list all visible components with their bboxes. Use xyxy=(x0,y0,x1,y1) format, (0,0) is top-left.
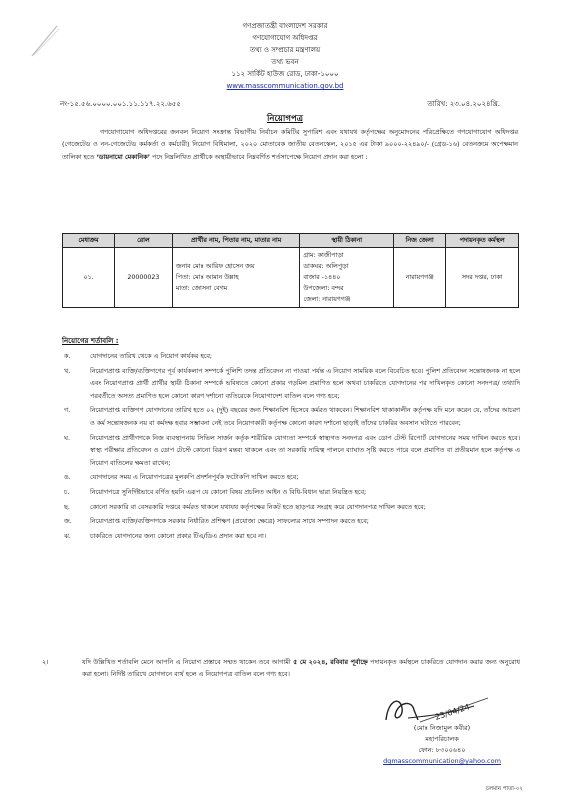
list-item xyxy=(62,515,520,528)
condition-text: যোগদানের সময় এ নিয়োগপত্রের মূলকপি প্রদর্শনপূর্বক ফটোকপি দাখিল করতে হবে; xyxy=(90,473,299,482)
signature-date: 23/04/24 xyxy=(433,702,471,722)
intro-paragraph xyxy=(62,126,518,163)
cell-merit: ০১. xyxy=(63,248,115,308)
header-workplace: পদায়নকৃত কর্মস্থল xyxy=(446,234,519,248)
appointment-table xyxy=(62,233,519,308)
condition-marker: জ. xyxy=(64,517,72,526)
table-row xyxy=(63,248,519,308)
list-item xyxy=(62,404,520,429)
condition-text: যোগদানের তারিখ থেকে এ নিয়োগ কার্যকর হবে; xyxy=(90,352,213,360)
list-item xyxy=(62,432,520,470)
post-name: ‘ডায়নামো মেকানিক’ xyxy=(96,152,150,161)
conditions-list xyxy=(62,350,520,544)
header-district: নিজ জেলা xyxy=(394,234,446,248)
header-merit: মেধাক্রম xyxy=(63,234,115,248)
memo-number: নং-১৫.৫৬.০০০০.০০১.১১.১১৭.২২.৬৫৫ xyxy=(60,100,181,108)
condition-text: কোনো সরকারি বা বেসরকারি দপ্তরে কর্মরত থাকলে যথাযথ কর্তৃপক্ষের নিকট হতে ছাড়পত্র সংগ্রহ করে যোগদানপত্র দাখিল করতে হবে; xyxy=(90,502,426,511)
intro-text-end: পদে নিম্নলিখিত প্রার্থীকে অস্থায়ীভাবে নিম্নবর্ণিত শর্তসাপেক্ষে নিয়োগ প্রদান করা হলো : xyxy=(152,152,368,161)
list-item xyxy=(62,486,520,499)
cell-roll: 20000023 xyxy=(114,248,172,308)
cell-district: নারায়ণগঞ্জ xyxy=(394,248,446,308)
list-item xyxy=(62,501,520,514)
list-item xyxy=(62,365,520,403)
signatory-email[interactable]: dgmasscommunication@yahoo.com xyxy=(383,757,501,765)
list-item xyxy=(62,530,520,543)
condition-marker: ঘ. xyxy=(64,433,70,442)
paragraph-marker: ২। xyxy=(42,658,49,666)
signature-block xyxy=(372,723,512,767)
condition-marker: গ. xyxy=(64,406,71,415)
joining-paragraph xyxy=(42,656,520,681)
condition-text: নিয়োগপ্রাপ্ত প্রার্থীগণকে নিজ ব্যবস্থাপনায় সিভিল সার্জন কর্তৃক শারীরিক যোগ্যতা সম্পর্কে স্বাস্থ্যগত সনদপত্র এবং ডোপ টেস্ট রিপোর্ট যোগদানের সময় দাখিল করতে হবে। স্বাস্থ্য পরীক্ষার প্রতিবেদন ও ডোপ টেস্টে কোনো বিরূপ মন্তব্য থাকলে এবং তা সরকারি দায়িত্ব পালনে ব্যাঘাত সৃষ্টি করতে পারে বলে প্রমাণিত বা প্রতীয়মান হলে কর্তৃপক্ষ এ নিয়োগ বাতিলের ক্ষমতা রাখেন; xyxy=(90,433,520,467)
website-link[interactable]: www.masscommunication.gov.bd xyxy=(226,82,344,90)
signatory-phone: ফোন: ৮৩০০৬৪০ xyxy=(418,746,466,754)
cell-candidate xyxy=(172,248,300,308)
condition-text: নিয়োগপ্রাপ্ত ব্যক্তি/ব্যক্তিগণকে সরকার নির্ধারিত প্রশিক্ষণ (প্রযোজ্য ক্ষেত্রে) সাফল্যের সাথে সম্পাদন করতে হবে; xyxy=(90,517,369,526)
header-address: স্থায়ী ঠিকানা xyxy=(300,234,394,248)
father-name: পিতা: মোঃ আমান উল্লাহ xyxy=(175,274,239,281)
address-line: জেলা: নারায়ণগঞ্জ xyxy=(303,296,351,303)
cell-workplace: সদর দপ্তর, ঢাকা xyxy=(446,248,519,308)
header-roll: রোল xyxy=(114,234,172,248)
joining-text: যদি উল্লিখিত শর্তাবলি মেনে আপনি এ নিয়োগ প্রস্তাবে সম্মত থাকেন তবে আগামী xyxy=(82,658,291,666)
conditions-heading: নিয়োগের শর্তাবলি : xyxy=(62,337,119,345)
table-header-row xyxy=(63,234,519,248)
office-address: ১১২ সার্কিট হাউজ রোড, ঢাকা-১০০০ xyxy=(231,70,339,78)
list-item xyxy=(62,471,520,484)
letterhead xyxy=(0,20,570,92)
joining-deadline: ৫ মে ২০২৪, রবিবার পূর্বাহ্নে xyxy=(293,658,368,666)
joining-text-wrap xyxy=(82,656,520,681)
joining-text-end: পদায়নকৃত কর্মস্থলে চাকরিতে যোগদান করার জন্য অনুরোধ করা হলো। নির্দিষ্ট তারিখে যোগদানে ব্যর্থ হলে এ নিয়োগপত্র বাতিল বলে গণ্য হবে। xyxy=(82,658,521,679)
building-name: তথ্য ভবন xyxy=(271,58,299,66)
condition-text: চাকরিতে যোগদানের জন্য কোনো প্রকার টিএ/ডিএ প্রদান করা হবে না। xyxy=(90,531,267,540)
continued-note: চলমান পাতা-০২ xyxy=(486,786,523,792)
condition-marker: খ. xyxy=(64,366,71,375)
address-line: উপজেলা: বন্দর xyxy=(303,285,344,292)
condition-marker: ক. xyxy=(64,352,71,360)
mother-name: মাতা: জোসনা বেগম xyxy=(175,285,228,292)
header-candidate: প্রার্থীর নাম, পিতার নাম, মাতার নাম xyxy=(172,234,300,248)
condition-marker: ঙ. xyxy=(64,473,71,482)
intro-text: গণযোগাযোগ অধিদপ্তরের জনবল নিয়োগ সংক্রান্ত বিভাগীয় নির্বাচন কমিটির সুপারিশ এবং যথাযথ কর্তৃপক্ষের অনুমোদনের পরিপ্রেক্ষিতে গণযোগাযোগ অধিদপ্তর (গেজেটেড ও নন-গেজেটেড কর্মকর্তা ও কর্মচারী) নিয়োগ বিধিমালা, ২০২০ মোতাবেক জাতীয় বেতনস্কেল, ২০১৫ এর টাকা ৯০০০-২২৪৯০/- (গ্রেড-১৬) বেতনক্রমে অপেক্ষমান তালিকা হতে xyxy=(62,128,518,161)
condition-marker: ছ. xyxy=(64,502,70,511)
condition-text: নিয়োগপ্রাপ্ত ব্যক্তি/ব্যক্তিগণের পূর্ব কার্যকলাপ সম্পর্কে পুলিশি তদন্ত প্রতিবেদন না পাওয়া পর্যন্ত এ নিয়োগ সাময়িক বলে বিবেচিত হবে। পুলিশ প্রতিবেদন সন্তোষজনক না হলে এবং নিয়োগপ্রাপ্ত প্রার্থী প্রার্থীর স্থায়ী ঠিকানা সম্পর্কে ভবিষ্যতে কোনো প্রকার গড়মিল প্রমাণিত হলে অথবা চাকরিতে যোগদানের পর দাখিলকৃত কোনো সনদপত্র/ তথ্যাদি পরবর্তীতে অসত্য প্রমাণিত হলে কোনো কারণ দর্শানো ব্যতিরেকে নিয়োগাদেশ বাতিল বলে গণ্য হবে; xyxy=(90,366,520,400)
condition-text: নিয়োগপত্রে সুনির্দিষ্টভাবে বর্ণিত হয়নি এরূপ যে কোনো বিষয় প্রচলিত আইন ও বিধি-বিধান দ্বারা নিয়ন্ত্রিত হবে; xyxy=(90,487,367,496)
candidate-name: জনাব মোঃ আরিফ হোসেন জয় xyxy=(175,263,255,270)
address-line: বাজার -১৪৪০ xyxy=(303,274,341,281)
ministry-name: তথ্য ও সম্প্রচার মন্ত্রণালয় xyxy=(249,46,321,54)
condition-marker: ঝ. xyxy=(64,531,71,540)
letter-date: তারিখ: ২৩.০৪.২০২৪খ্রি. xyxy=(427,100,500,108)
condition-marker: চ. xyxy=(64,487,70,496)
address-line: গ্রাম: কাজীপাড়া xyxy=(303,252,344,259)
list-item xyxy=(62,350,520,363)
condition-text: নিয়োগপ্রাপ্ত ব্যক্তিগণ যোগদানের তারিখ হতে ০২ (দুই) বছরের জন্য শিক্ষানবিশ হিসেবে কর্মরত থাকবেন। শিক্ষানবিশ থাকাকালীন কর্তৃপক্ষ যদি মনে করেন যে, তাঁদের আচরণ ও কর্ম সন্তোষজনক নয় বা কর্মদক্ষ হবার সম্ভাবনা নেই তবে নিয়োগকারী কর্তৃপক্ষ কোনো কারণ দর্শানো ছাড়াই তাঁদের চাকরির অবসান ঘটাতে পারবেন; xyxy=(90,406,520,427)
cell-address xyxy=(300,248,394,308)
address-line: ডাকঘর: অলিপুড়া xyxy=(303,263,349,270)
signatory-name: (মোঃ নিজামুল কবীর) xyxy=(413,724,471,732)
govt-name: গণপ্রজাতন্ত্রী বাংলাদেশ সরকার xyxy=(242,22,328,30)
department-name: গণযোগাযোগ অধিদপ্তর xyxy=(252,34,318,42)
document-title: নিয়োগপত্র xyxy=(267,114,303,124)
signatory-designation: মহাপরিচালক xyxy=(425,735,459,743)
